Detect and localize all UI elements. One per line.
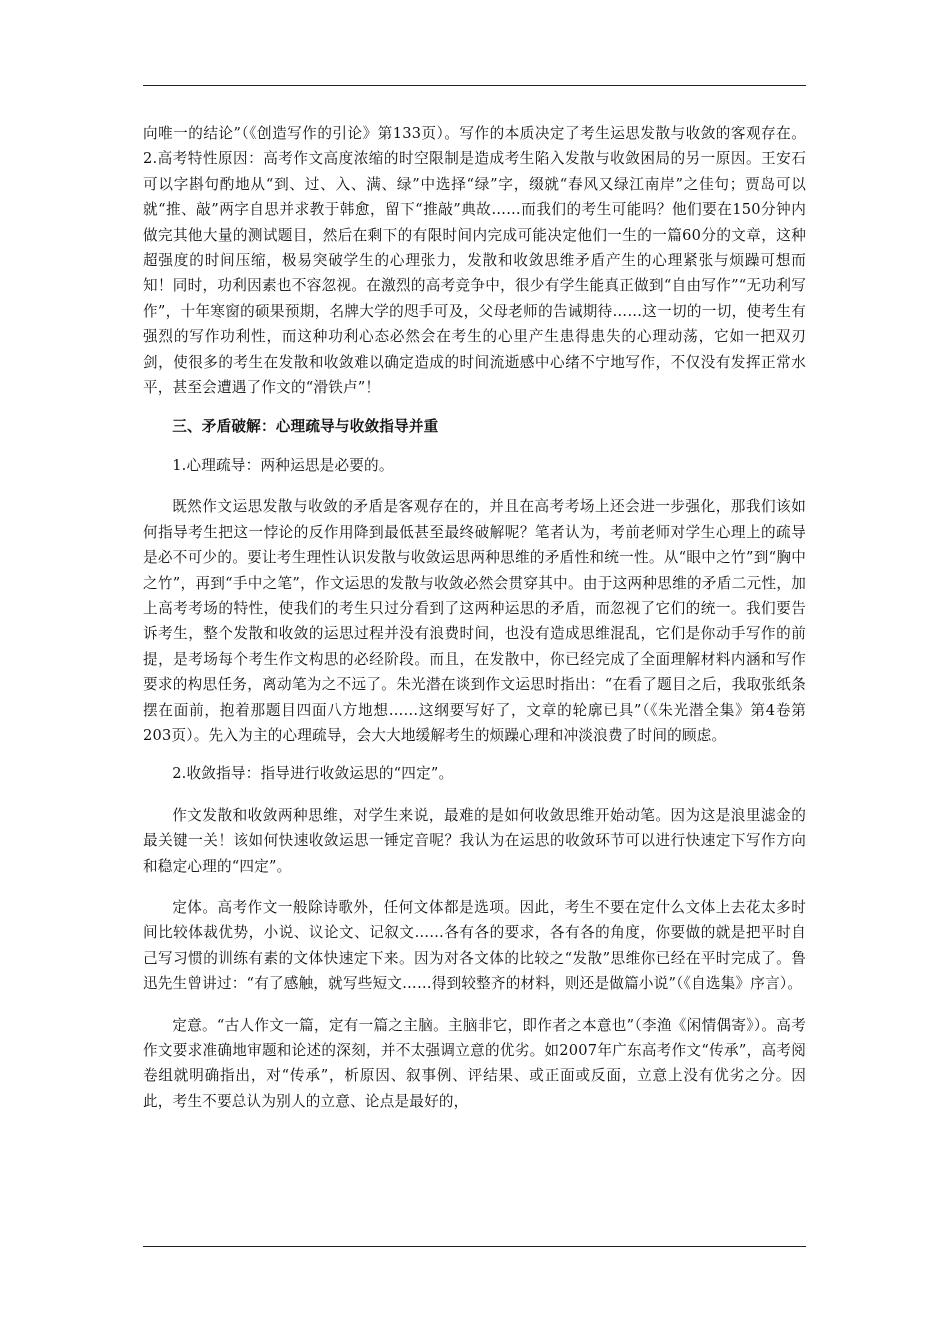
section-heading: 三、矛盾破解：心理疏导与收敛指导并重 xyxy=(172,418,439,436)
paragraph-continued: 向唯一的结论”（《创造写作的引论》第133页）。写作的本质决定了考生运思发散与收敛的客观存在。2.高考特性原因：高考作文高度浓缩的时空限制是造成考生陷入发散与收敛困局的另一原因。王安石可以字斟句酌地从“到、过、入、满、绿”中选择“绿”字，缀就“春风又绿江南岸”之佳句；贾岛可以就“推、敲”两字自思并求教于韩愈，留下“推敲”典故……而我们的考生可能吗？他们要在150分钟内做完其他大量的测试题目，然后在剩下的有限时间内完成可能决定他们一生的一篇60分的文章，这种超强度的时间压缩，极易突破学生的心理张力，发散和收敛思维矛盾产生的心理紧张与烦躁可想而知！同时，功利因素也不容忽视。在激烈的高考竞争中，很少有学生能真正做到“自由写作”“无功利写作”，十年寒窗的硕果预期，名牌大学的咫手可及，父母老师的告诫期待……这一切的一切，使考生有强烈的写作功利性，而这种功利心态必然会在考生的心里产生患得患失的心理动荡，它如一把双刃剑，使很多的考生在发散和收敛难以确定造成的时间流逝感中心绪不宁地写作，不仅没有发挥正常水平，甚至会遭遇了作文的“滑铁卢”！ xyxy=(143,125,806,397)
subheading-convergence: 2.收敛指导：指导进行收敛运思的“四定”。 xyxy=(172,765,454,783)
page-body xyxy=(143,121,806,1114)
footer-rule xyxy=(143,1246,806,1247)
paragraph-psychological: 既然作文运思发散与收敛的矛盾是客观存在的，并且在高考考场上还会进一步强化，那我们该如何指导考生把这一悖论的反作用降到最低甚至最终破解呢？笔者认为，考前老师对学生心理上的疏导是必不可少的。要让考生理性认识发散与收敛运思两种思维的矛盾性和统一性。从“眼中之竹”到“胸中之竹”，再到“手中之笔”，作文运思的发散与收敛必然会贯穿其中。由于这两种思维的矛盾二元性，加上高考考场的特性，使我们的考生只过分看到了这两种运思的矛盾，而忽视了它们的统一。我们要告诉考生，整个发散和收敛的运思过程并没有浪费时间，也没有造成思维混乱，它们是你动手写作的前提，是考场每个考生作文构思的必经阶段。而且，在发散中，你已经完成了全面理解材料内涵和写作要求的构思任务，离动笔为之不远了。朱光潜在谈到作文运思时指出：“在看了题目之后，我取张纸条摆在面前，抱着那题目四面八方地想……这纲要写好了，文章的轮廓已具”（《朱光潜全集》第4卷第203页）。先入为主的心理疏导，会大大地缓解考生的烦躁心理和冲淡浪费了时间的顾虑。 xyxy=(143,498,806,744)
paragraph-intent: 定意。“古人作文一篇，定有一篇之主脑。主脑非它，即作者之本意也”（李渔《闲情偶寄》）。高考作文要求准确地审题和论述的深刻，并不太强调立意的优劣。如2007年广东高考作文“传承”，高考阅卷组就明确指出，对“传承”，析原因、叙事例、评结果、或正面或反面，立意上没有优劣之分。因此，考生不要总认为别人的立意、论点是最好的， xyxy=(143,1016,806,1110)
header-rule xyxy=(143,85,806,86)
paragraph-convergence: 作文发散和收敛两种思维，对学生来说，最难的是如何收敛思维开始动笔。因为这是浪里滤金的最关键一关！该如何快速收敛运思一锤定音呢？我认为在运思的收敛环节可以进行快速定下写作方向和稳定心理的“四定”。 xyxy=(143,806,806,875)
subheading-psychological: 1.心理疏导：两种运思是必要的。 xyxy=(172,456,394,474)
paragraph-genre: 定体。高考作文一般除诗歌外，任何文体都是选项。因此，考生不要在定什么文体上去花太多时间比较体裁优势，小说、议论文、记叙文……各有各的要求，各有各的角度，你要做的就是把平时自己写习惯的训练有素的文体快速定下来。因为对各文体的比较之“发散”思维你已经在平时完成了。鲁迅先生曾讲过：“有了感触，就写些短文……得到较整齐的材料，则还是做篇小说”（《自选集》序言）。 xyxy=(143,898,806,993)
